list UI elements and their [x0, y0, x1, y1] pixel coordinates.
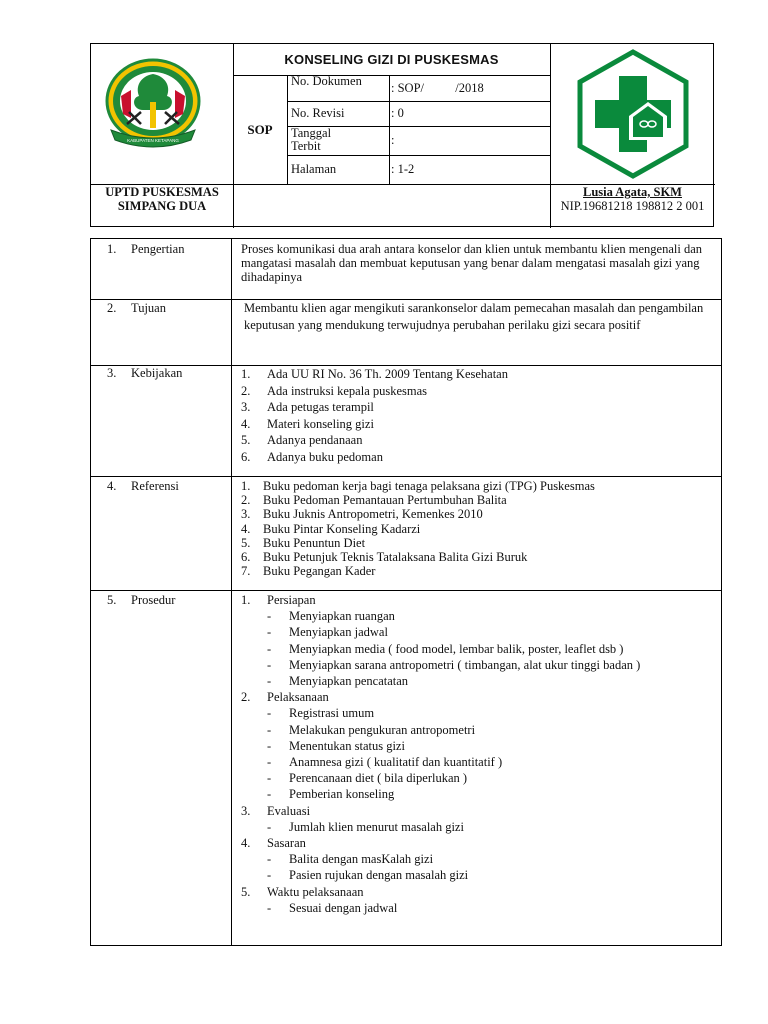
- list-item: - Menentukan status gizi: [267, 738, 405, 753]
- list-item: 4. Buku Pintar Konseling Kadarzi: [241, 521, 421, 536]
- section-title: Prosedur: [131, 593, 176, 607]
- document-header: [90, 43, 714, 227]
- prosedur-sub-list: [241, 900, 711, 916]
- section-title: Tujuan: [131, 301, 166, 315]
- prosedur-group-list: [241, 803, 711, 819]
- prosedur-group-list: [241, 689, 711, 705]
- list-item: 2. Ada instruksi kepala puskesmas: [241, 383, 428, 398]
- list-item: 2. Pelaksanaan: [241, 690, 329, 705]
- prosedur-group-list: [241, 884, 711, 900]
- meta-value: :: [391, 133, 395, 147]
- list-item: 1. Persiapan: [241, 593, 316, 607]
- list-item: - Menyiapkan ruangan: [267, 609, 395, 624]
- list-item: - Anamnesa gizi ( kualitatif dan kuantitatif ): [267, 755, 503, 770]
- meta-row-revision: [287, 101, 550, 126]
- signer-block: [550, 184, 715, 228]
- list-item: 2. Buku Pedoman Pemantauan Pertumbuhan Balita: [241, 493, 507, 508]
- list-item: 6. Buku Petunjuk Teknis Tatalaksana Balita Gizi Buruk: [241, 550, 528, 565]
- section-content-tujuan: Membantu klien agar mengikuti sarankonselor dalam pemecahan masalah dan pengambilan keputusan yang mendukung terwujudnya perubahan perilaku gizi secara positif: [244, 301, 704, 332]
- kebijakan-list: [241, 366, 711, 465]
- section-title: Pengertian: [131, 242, 185, 256]
- list-item: - Sesuai dengan jadwal: [267, 900, 398, 915]
- prosedur-sub-list: [241, 819, 711, 835]
- meta-row-issue-date: [287, 126, 550, 155]
- list-item: 1. Ada UU RI No. 36 Th. 2009 Tentang Kesehatan: [241, 367, 508, 381]
- list-item: - Jumlah klien menurut masalah gizi: [267, 819, 464, 834]
- list-item: - Pasien rujukan dengan masalah gizi: [267, 868, 469, 883]
- list-item: 5. Waktu pelaksanaan: [241, 884, 364, 899]
- referensi-list: [241, 479, 711, 578]
- prosedur-content: [241, 592, 711, 916]
- meta-label: Tanggal Terbit: [291, 126, 332, 153]
- prosedur-sub-list: [241, 608, 711, 689]
- list-item: 4. Materi konseling gizi: [241, 416, 374, 431]
- meta-label: Halaman: [291, 162, 337, 176]
- list-item: - Pemberian konseling: [267, 787, 395, 802]
- section-number: 3.: [107, 366, 117, 380]
- list-item: 6. Adanya buku pedoman: [241, 449, 383, 464]
- puskesmas-cross-icon: [550, 44, 715, 184]
- list-item: - Melakukan pengukuran antropometri: [267, 722, 476, 737]
- regency-emblem-icon: [91, 44, 233, 184]
- section-title: Referensi: [131, 479, 179, 493]
- section-number: 4.: [107, 479, 117, 493]
- list-item: - Menyiapkan sarana antropometri ( timbangan, alat ukur tinggi badan ): [267, 657, 641, 672]
- sop-body-table: [90, 238, 722, 946]
- list-item: - Perencanaan diet ( bila diperlukan ): [267, 771, 468, 786]
- meta-row-document-number: [287, 75, 550, 101]
- list-item: 3. Evaluasi: [241, 803, 311, 818]
- list-item: 4. Sasaran: [241, 836, 306, 851]
- sop-label: SOP: [247, 121, 273, 137]
- regency-logo: [91, 44, 233, 184]
- prosedur-group-list: [241, 835, 711, 851]
- list-item: - Menyiapkan media ( food model, lembar balik, poster, leaflet dsb ): [267, 641, 624, 656]
- list-item: 7. Buku Pegangan Kader: [241, 564, 376, 579]
- section-title: Kebijakan: [131, 366, 183, 380]
- meta-value: : SOP/ /2018: [391, 81, 484, 95]
- list-item: 1. Buku pedoman kerja bagi tenaga pelaksana gizi (TPG) Puskesmas: [241, 479, 595, 493]
- list-item: - Menyiapkan jadwal: [267, 625, 388, 640]
- section-number: 5.: [107, 593, 117, 607]
- list-item: 3. Buku Juknis Antropometri, Kemenkes 2010: [241, 507, 483, 522]
- list-item: 3. Ada petugas terampil: [241, 400, 374, 414]
- list-item: - Balita dengan masKalah gizi: [267, 852, 434, 867]
- meta-value: : 0: [391, 106, 404, 120]
- list-item: 5. Buku Penuntun Diet: [241, 535, 366, 550]
- list-item: 5. Adanya pendanaan: [241, 433, 363, 447]
- meta-label: No. Revisi: [291, 106, 345, 120]
- regency-logo-caption: KABUPATEN KETAPANG: [127, 138, 179, 143]
- meta-label: No. Dokumen: [291, 74, 362, 88]
- meta-value: : 1-2: [391, 162, 415, 176]
- signer-nip: NIP.19681218 198812 2 001: [560, 199, 705, 213]
- prosedur-sub-list: [241, 705, 711, 802]
- puskesmas-logo: [550, 44, 715, 184]
- prosedur-group-list: [241, 592, 711, 608]
- prosedur-sub-list: [241, 851, 711, 883]
- section-content-pengertian: Proses komunikasi dua arah antara konselor dan klien untuk membantu klien mengenali dan mangatasi masalah dan membuat keputusan yang benar dalam mengatasi masalah gizi yang dihadapinya: [241, 242, 702, 284]
- organization-name: UPTD PUSKESMAS SIMPANG DUA: [105, 185, 219, 213]
- section-number: 2.: [107, 301, 117, 315]
- document-title: KONSELING GIZI DI PUSKESMAS: [284, 52, 499, 67]
- list-item: - Registrasi umum: [267, 706, 375, 721]
- signer-name: Lusia Agata, SKM: [583, 185, 682, 199]
- meta-row-page: [287, 155, 550, 184]
- section-number: 1.: [107, 242, 117, 256]
- list-item: - Menyiapkan pencatatan: [267, 674, 409, 689]
